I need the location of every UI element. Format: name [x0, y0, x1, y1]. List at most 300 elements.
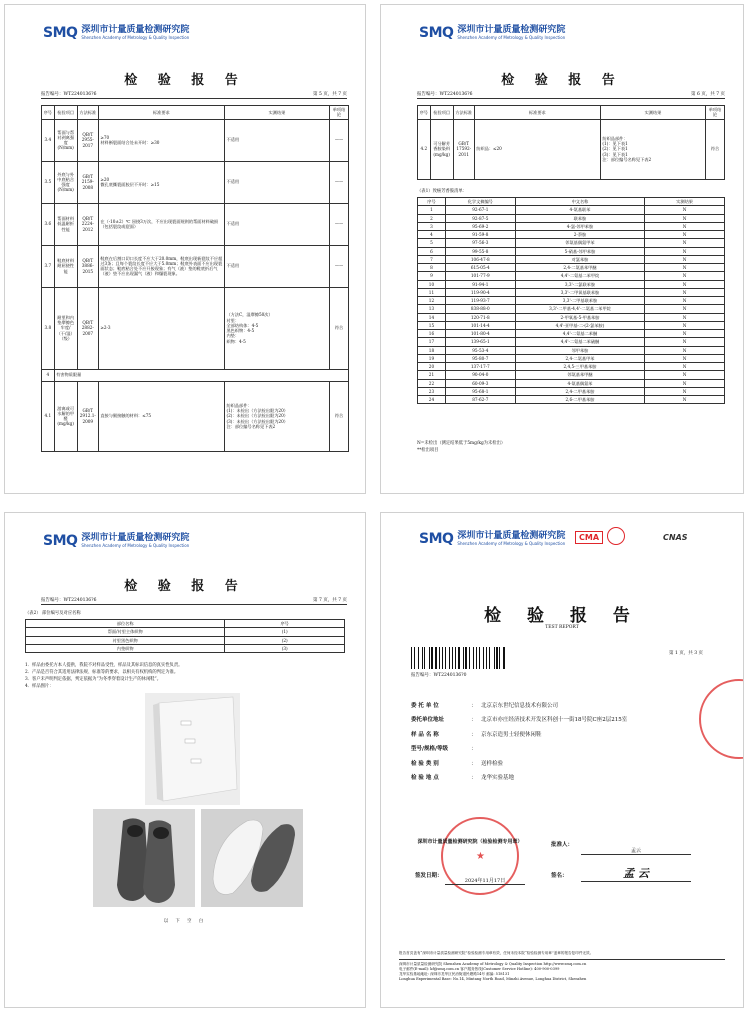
amine-row — [418, 264, 725, 272]
table-header-row — [26, 620, 345, 628]
page-title: 检 验 报 告 — [124, 579, 246, 594]
amine-index: 13 — [418, 305, 446, 313]
amine-name: 4,4'-二氨基二苯硫醚 — [515, 338, 645, 346]
page-number: 第 1 页，共 3 页 — [669, 651, 703, 656]
amine-row — [418, 321, 725, 329]
inspection-mark-icon — [607, 527, 625, 545]
row-number: 3.6 — [42, 203, 55, 245]
org-header — [43, 25, 189, 41]
cas-number: 87-62-7 — [445, 396, 515, 404]
measured-result: 纺织品部件： (1)：见下表1 (2)：见下表1 (3)：见下表1 注：部位编号名称见下表2 — [600, 119, 705, 179]
amine-index: 12 — [418, 297, 446, 305]
amine-index: 1 — [418, 206, 446, 214]
smq-logo: SMQ — [43, 25, 78, 41]
cas-number: 101-14-4 — [445, 321, 515, 329]
method-standard: QB/T 2955-2017 — [77, 119, 98, 161]
cas-number: 615-05-4 — [445, 264, 515, 272]
amine-result: N — [645, 396, 725, 404]
page-title-en: TEST REPORT — [545, 625, 579, 630]
report-meta — [417, 91, 725, 99]
amine-name: 2,6-二甲基苯胺 — [515, 396, 645, 404]
amine-name: 邻氨基苯甲醚 — [515, 371, 645, 379]
standard-requirement: ≥70 材料断裂面结合处未开时：≥30 — [98, 119, 224, 161]
amine-result: N — [645, 363, 725, 371]
report-page-5 — [4, 4, 366, 494]
info-row — [411, 757, 627, 772]
sample-note: 3．客户未声明判定依据，判定依据为“为冬季穿着设计生产的休闲鞋”。 — [25, 676, 162, 682]
amine-index: 24 — [418, 396, 446, 404]
cas-number: 97-56-3 — [445, 239, 515, 247]
amine-row — [418, 280, 725, 288]
standard-requirement: 在（-10±2）℃ 屈挠3万次，不应出现裂面规则的帮面材料破损（包括裂纹或裂面） — [98, 203, 224, 245]
amine-result: N — [645, 313, 725, 321]
cas-number: 91-59-8 — [445, 231, 515, 239]
amine-row — [418, 305, 725, 313]
cas-number: 95-80-7 — [445, 354, 515, 362]
amine-name: 2,4-二甲基苯胺 — [515, 387, 645, 395]
cma-mark: CMA — [575, 531, 603, 544]
info-label: 检 验 类 别 — [411, 760, 439, 767]
item-conclusion: —— — [330, 119, 349, 161]
org-header — [419, 25, 565, 41]
star-icon: ★ — [476, 851, 485, 862]
amine-name: 2-萘胺 — [515, 231, 645, 239]
amine-list-table — [417, 197, 725, 404]
parts-table — [25, 619, 345, 653]
sample-soles-photo — [201, 809, 303, 907]
amine-name: 3,3'-二甲基联苯胺 — [515, 297, 645, 305]
amine-row — [418, 222, 725, 230]
report-number: 报告编号：WT2240136?6 — [41, 92, 97, 97]
amine-row — [418, 239, 725, 247]
barcode-bar — [505, 647, 506, 669]
amine-result: N — [645, 379, 725, 387]
row-section-title: 有害物质限量 — [54, 369, 348, 381]
amine-row — [418, 214, 725, 222]
shoes-sole-image — [201, 809, 303, 907]
table-row — [42, 369, 349, 381]
amine-index: 23 — [418, 387, 446, 395]
test-item: 游离或可水解的甲醛(mg/kg) — [54, 381, 77, 451]
measured-result: 不适用 — [224, 161, 329, 203]
amine-row — [418, 272, 725, 280]
test-item: 外底与外中底粘合强度(N/mm) — [54, 161, 77, 203]
amine-result: N — [645, 206, 725, 214]
column-header: 实测结果 — [600, 106, 705, 120]
method-standard: QB/T 2882-2007 — [77, 287, 98, 369]
amine-row — [418, 247, 725, 255]
measured-result: 不适用 — [224, 245, 329, 287]
report-meta — [41, 91, 347, 99]
column-header: 标准要求 — [98, 106, 224, 120]
standard-requirement: ≥20 微孔底撕裂面胶层不开时：≥15 — [98, 161, 224, 203]
column-header: 方法标准 — [453, 106, 474, 120]
approver-label: 批准人： — [551, 842, 574, 848]
amine-result: N — [645, 288, 725, 296]
note-detected: **检出项目 — [417, 448, 439, 453]
amine-row — [418, 371, 725, 379]
amine-index: 22 — [418, 379, 446, 387]
report-number: 报告编号：WT2240136?0 — [411, 673, 467, 678]
amine-name: 5-硝基-邻甲苯胺 — [515, 247, 645, 255]
test-results-table — [41, 105, 349, 452]
table-row — [42, 381, 349, 451]
part-name: 帮面/衬里主体织物 — [26, 628, 225, 636]
info-label: 型号/规格/等级 — [411, 746, 449, 752]
cas-number: 90-04-0 — [445, 371, 515, 379]
column-header: 实测结果 — [645, 198, 725, 206]
amine-index: 20 — [418, 363, 446, 371]
amine-result: N — [645, 214, 725, 222]
item-conclusion: —— — [330, 161, 349, 203]
part-number: (1) — [225, 628, 345, 636]
cas-number: 92-87-5 — [445, 214, 515, 222]
measured-result: 纺织品部件： (1)：未检出（方法检出限为20） (2)：未检出（方法检出限为20） (3)：未检出（方法检出限为20） 注：部位编号名称见下表2 — [224, 381, 329, 451]
column-header: 检验项目 — [54, 106, 77, 120]
standard-requirement: 直接与腿接触的材料：≤75 — [98, 381, 224, 451]
signature: 孟 云 — [581, 865, 691, 882]
amine-result: N — [645, 239, 725, 247]
amine-row — [418, 338, 725, 346]
cas-number: 101-80-4 — [445, 330, 515, 338]
report-number: 报告编号：WT2240136?6 — [41, 598, 97, 603]
report-page-6 — [380, 4, 744, 494]
org-header — [419, 531, 565, 547]
part-row — [26, 636, 345, 644]
table-row — [42, 119, 349, 161]
part-row — [26, 628, 345, 636]
amine-result: N — [645, 387, 725, 395]
amine-index: 18 — [418, 346, 446, 354]
amine-name: 4,4'-二氨基二苯醚 — [515, 330, 645, 338]
amine-name: 2-甲氧基-5-甲基苯胺 — [515, 313, 645, 321]
info-value: 北京京东世纪信息技术有限公司 — [481, 702, 559, 709]
method-standard: GB/T 17592-2011 — [453, 119, 474, 179]
smq-logo: SMQ — [419, 531, 454, 547]
method-standard: GB/T 2159-2008 — [77, 161, 98, 203]
amine-index: 14 — [418, 313, 446, 321]
row-number: 4.1 — [42, 381, 55, 451]
item-conclusion: 符合 — [706, 119, 725, 179]
sample-notes — [25, 663, 182, 691]
amine-index: 9 — [418, 272, 446, 280]
test-item: 鞋底材料耐屈挠性能 — [54, 245, 77, 287]
column-header: 部位名称 — [26, 620, 225, 628]
amine-row — [418, 363, 725, 371]
amine-index: 7 — [418, 255, 446, 263]
column-header: 序号 — [418, 198, 446, 206]
org-header — [43, 533, 189, 549]
item-conclusion: —— — [330, 245, 349, 287]
test-item: 帮面材料低温耐折性能 — [54, 203, 77, 245]
cas-number: 137-17-7 — [445, 363, 515, 371]
cas-number: 838-88-0 — [445, 305, 515, 313]
method-standard: QB/T 2224-2012 — [77, 203, 98, 245]
amine-result: N — [645, 280, 725, 288]
column-header: 序号 — [418, 106, 431, 120]
method-standard: QB/T 3886-2015 — [77, 245, 98, 287]
row-number: 3.7 — [42, 245, 55, 287]
report-info — [411, 699, 627, 786]
sample-note: 1．样品由委托方本人提供，我院不对样品受性、样品及其标识信息的真实性负责。 — [25, 663, 183, 668]
page-title: 检 验 报 告 — [501, 73, 623, 88]
test-item: 可分解芳香胺染料(mg/kg) — [430, 119, 453, 179]
amine-row — [418, 313, 725, 321]
amine-index: 17 — [418, 338, 446, 346]
method-standard: GB/T 2912.1-2009 — [77, 381, 98, 451]
amine-result: N — [645, 330, 725, 338]
info-colon: ： — [471, 702, 477, 709]
validity-note: 报告首页盖有“深圳市计量质量检测研究院”检验检测专用章有效，任何未经本院“检验检测专用章”盖章的报告复印件无效。 — [399, 951, 594, 955]
amine-row — [418, 255, 725, 263]
item-conclusion: —— — [330, 203, 349, 245]
amine-index: 19 — [418, 354, 446, 362]
cas-number: 99-55-8 — [445, 247, 515, 255]
cas-number: 139-65-1 — [445, 338, 515, 346]
test-item: 帮面与帮衬剥离强度(N/mm) — [54, 119, 77, 161]
info-colon: ： — [471, 731, 477, 738]
info-value: 北京市亦庄经济技术开发区科创十一街18号院C座2层215室 — [481, 717, 628, 723]
table-row — [42, 287, 349, 369]
item-conclusion: 符合 — [330, 381, 349, 451]
cas-number: 60-09-3 — [445, 379, 515, 387]
amine-name: 4-氨基联苯 — [515, 206, 645, 214]
info-row — [411, 728, 627, 743]
cas-number: 95-53-4 — [445, 346, 515, 354]
report-meta — [41, 597, 347, 605]
info-label: 委 托 单 位 — [411, 702, 439, 709]
footer-divider — [399, 959, 725, 960]
footer-line: 龙华实验基地地址: 深圳市龙华区民治街道民塘路14号 邮编: 518131 — [399, 972, 510, 977]
table-row — [42, 161, 349, 203]
cnas-mark: CNAS — [663, 533, 688, 542]
amine-test-table — [417, 105, 725, 180]
row-number: 4 — [42, 369, 55, 381]
amine-index: 15 — [418, 321, 446, 329]
amine-row — [418, 396, 725, 404]
amine-index: 2 — [418, 214, 446, 222]
amine-name: 3,3'-二甲氧基联苯胺 — [515, 288, 645, 296]
amine-name: 4,4'-二氨基二苯甲烷 — [515, 272, 645, 280]
org-name-en: Shenzhen Academy of Metrology & Quality Inspection — [81, 35, 190, 40]
footer-line: 深圳市计量质量检测研究院 Shenzhen Academy of Metrology & Quality Inspection http://www.smq.com.cn — [399, 962, 587, 966]
part-name: 内垫织物 — [26, 644, 225, 652]
test-item: 耐里和内垫摩擦色牢度/（干/湿）（级） — [54, 287, 77, 369]
row-number: 4.2 — [418, 119, 431, 179]
amine-result: N — [645, 247, 725, 255]
report-footer — [399, 962, 729, 982]
table-header-row — [418, 106, 725, 120]
info-colon: ： — [471, 760, 477, 767]
signature-label: 签名： — [551, 873, 568, 879]
amine-name: 邻氨基偶氮甲苯 — [515, 239, 645, 247]
blank-notice: 以 下 空 白 — [163, 919, 207, 924]
table-row — [418, 119, 725, 179]
info-row — [411, 772, 627, 787]
part-number: (3) — [225, 644, 345, 652]
page-title: 检 验 报 告 — [124, 73, 246, 88]
cas-number: 106-47-8 — [445, 255, 515, 263]
standard-requirement: 纺织品：≤20 — [474, 119, 600, 179]
parts-list-title: （表2） 部位编号及对应名称 — [25, 611, 81, 616]
cas-number: 95-69-2 — [445, 222, 515, 230]
amine-index: 4 — [418, 231, 446, 239]
info-colon: ： — [471, 746, 477, 752]
footer-line: 电子邮件(E-mail): kf@smq.com.cn 客户服务热线(Customer Service Hotline): 400-900-0399 — [399, 967, 560, 972]
info-row — [411, 743, 627, 758]
approver-name: 孟云 — [581, 847, 691, 855]
amine-result: N — [645, 371, 725, 379]
table-header-row — [42, 106, 349, 120]
amine-result: N — [645, 255, 725, 263]
page-number: 第 7 页，共 7 页 — [313, 598, 347, 603]
page-title: 检 验 报 告 — [484, 606, 640, 626]
sample-note: 4．样品图片： — [25, 683, 54, 689]
measured-result: 不适用 — [224, 203, 329, 245]
info-value: 送样检验 — [481, 760, 504, 767]
seam-stamp — [699, 679, 744, 759]
column-header: 序号 — [42, 106, 55, 120]
amine-result: N — [645, 346, 725, 354]
cas-number: 119-93-7 — [445, 297, 515, 305]
org-name-en: Shenzhen Academy of Metrology & Quality Inspection — [81, 543, 190, 548]
amine-name: 4-氨基偶氮苯 — [515, 379, 645, 387]
amine-name: 3,3'-二氯联苯胺 — [515, 280, 645, 288]
stamp-text: 深圳市计量质量检测研究院（检验检测专用章） — [417, 839, 523, 845]
amine-row — [418, 206, 725, 214]
page-number: 第 5 页，共 7 页 — [313, 92, 347, 97]
amine-row — [418, 231, 725, 239]
org-name-cn: 深圳市计量质量检测研究院 — [81, 533, 190, 543]
org-name-en: Shenzhen Academy of Metrology & Quality Inspection — [457, 35, 566, 40]
amine-index: 8 — [418, 264, 446, 272]
amine-result: N — [645, 297, 725, 305]
amine-row — [418, 297, 725, 305]
column-header: 方法标准 — [77, 106, 98, 120]
column-header: 中文名称 — [515, 198, 645, 206]
amine-result: N — [645, 354, 725, 362]
standard-requirement: 鞋底在后割口切口长度不应大于20.0mm，鞋底出现新裂纹不应超过3条；且每个裂纹长度不应大于5.0mm；鞋底外表面不应出现裂面状态；鞋底粘合处不应开胶现象；有气（液）垫的鞋底折后气（液）垫不应出现漏气（液）和爆裂现象。 — [98, 245, 224, 287]
cas-number: 120-71-8 — [445, 313, 515, 321]
amine-name: 邻甲苯胺 — [515, 346, 645, 354]
smq-logo: SMQ — [419, 25, 454, 41]
amine-list-title: （表1）致癌芳香胺清单： — [417, 189, 467, 194]
info-colon: ： — [471, 775, 477, 781]
measured-result: （方法C，湿摩擦50次） 衬里： 全部结构体：4-5 黑色织物：4-5 内垫： 织物：4-5 — [224, 287, 329, 369]
amine-row — [418, 379, 725, 387]
column-header: 实测结果 — [224, 106, 329, 120]
org-name-cn: 深圳市计量质量检测研究院 — [457, 531, 566, 541]
info-row — [411, 714, 627, 729]
amine-name: 2,4-二氨基甲苯 — [515, 354, 645, 362]
amine-name: 2,4-二氨基苯甲醚 — [515, 264, 645, 272]
info-row — [411, 699, 627, 714]
row-number: 3.4 — [42, 119, 55, 161]
amine-row — [418, 346, 725, 354]
part-number: (2) — [225, 636, 345, 644]
measured-result: 不适用 — [224, 119, 329, 161]
amine-index: 10 — [418, 280, 446, 288]
report-page-7 — [4, 512, 366, 1008]
amine-row — [418, 330, 725, 338]
table-header-row — [418, 198, 725, 206]
org-name-cn: 深圳市计量质量检测研究院 — [457, 25, 566, 35]
row-number: 3.8 — [42, 287, 55, 369]
column-header: 单项结论 — [330, 106, 349, 120]
cas-number: 95-68-1 — [445, 387, 515, 395]
footer-line: Longhua Experimental Base: No.14, Mintang North Road, Minzhi Avenue, Longhua District, Shenzhen — [399, 977, 587, 982]
row-number: 3.5 — [42, 161, 55, 203]
cas-number: 92-67-1 — [445, 206, 515, 214]
info-value: 京东京造男士轻便休闲鞋 — [481, 731, 542, 738]
part-name: 衬里黑色织物 — [26, 636, 225, 644]
column-header: 序号 — [225, 620, 345, 628]
amine-result: N — [645, 321, 725, 329]
info-label: 样 品 名 称 — [411, 731, 439, 738]
report-cover-page — [380, 512, 744, 1008]
amine-index: 11 — [418, 288, 446, 296]
amine-index: 5 — [418, 239, 446, 247]
column-header: 化学文摘编号 — [445, 198, 515, 206]
org-name-en: Shenzhen Academy of Metrology & Quality Inspection — [457, 541, 566, 546]
amine-result: N — [645, 338, 725, 346]
shoes-top-image — [93, 809, 195, 907]
report-number: 报告编号：WT2240136?6 — [417, 92, 473, 97]
amine-name: 3,3'-二甲基-4,4'-二氨基二苯甲烷 — [515, 305, 645, 313]
cas-number: 91-94-1 — [445, 280, 515, 288]
info-label: 检 验 地 点 — [411, 775, 439, 781]
standard-requirement: ≥2-3 — [98, 287, 224, 369]
amine-name: 4-氯-邻甲苯胺 — [515, 222, 645, 230]
info-colon: ： — [471, 717, 477, 723]
amine-row — [418, 288, 725, 296]
sample-box-photo — [145, 693, 240, 805]
issue-date-label: 签发日期： — [415, 873, 443, 879]
org-name-cn: 深圳市计量质量检测研究院 — [81, 25, 190, 35]
page-number: 第 6 页，共 7 页 — [691, 92, 725, 97]
table-row — [42, 245, 349, 287]
amine-row — [418, 354, 725, 362]
issue-date: 2024年11月17日 — [445, 877, 525, 885]
sample-note: 2．产品是否符合其适用法律法规、标准等的要求，以相关有权机构的判定为准。 — [25, 669, 179, 675]
info-label: 委托单位地址 — [411, 717, 445, 723]
shoe-box-image — [145, 693, 240, 805]
item-conclusion: 符合 — [330, 287, 349, 369]
amine-index: 3 — [418, 222, 446, 230]
smq-logo: SMQ — [43, 533, 78, 549]
note-n: N=未检出（测定结果低于5mg/kg为未检出） — [417, 441, 506, 446]
cas-number: 119-90-4 — [445, 288, 515, 296]
column-header: 标准要求 — [474, 106, 600, 120]
amine-name: 对氯苯胺 — [515, 255, 645, 263]
part-row — [26, 644, 345, 652]
amine-result: N — [645, 264, 725, 272]
amine-index: 16 — [418, 330, 446, 338]
info-value: 龙华实验基地 — [481, 775, 515, 781]
amine-result: N — [645, 222, 725, 230]
sample-shoes-photo — [93, 809, 195, 907]
amine-name: 联苯胺 — [515, 214, 645, 222]
column-header: 单项结论 — [706, 106, 725, 120]
amine-index: 6 — [418, 247, 446, 255]
barcode — [411, 647, 531, 669]
amine-result: N — [645, 231, 725, 239]
amine-name: 4,4'-亚甲基-二-(2-氯苯胺) — [515, 321, 645, 329]
amine-result: N — [645, 272, 725, 280]
amine-result: N — [645, 305, 725, 313]
amine-row — [418, 387, 725, 395]
cas-number: 101-77-9 — [445, 272, 515, 280]
